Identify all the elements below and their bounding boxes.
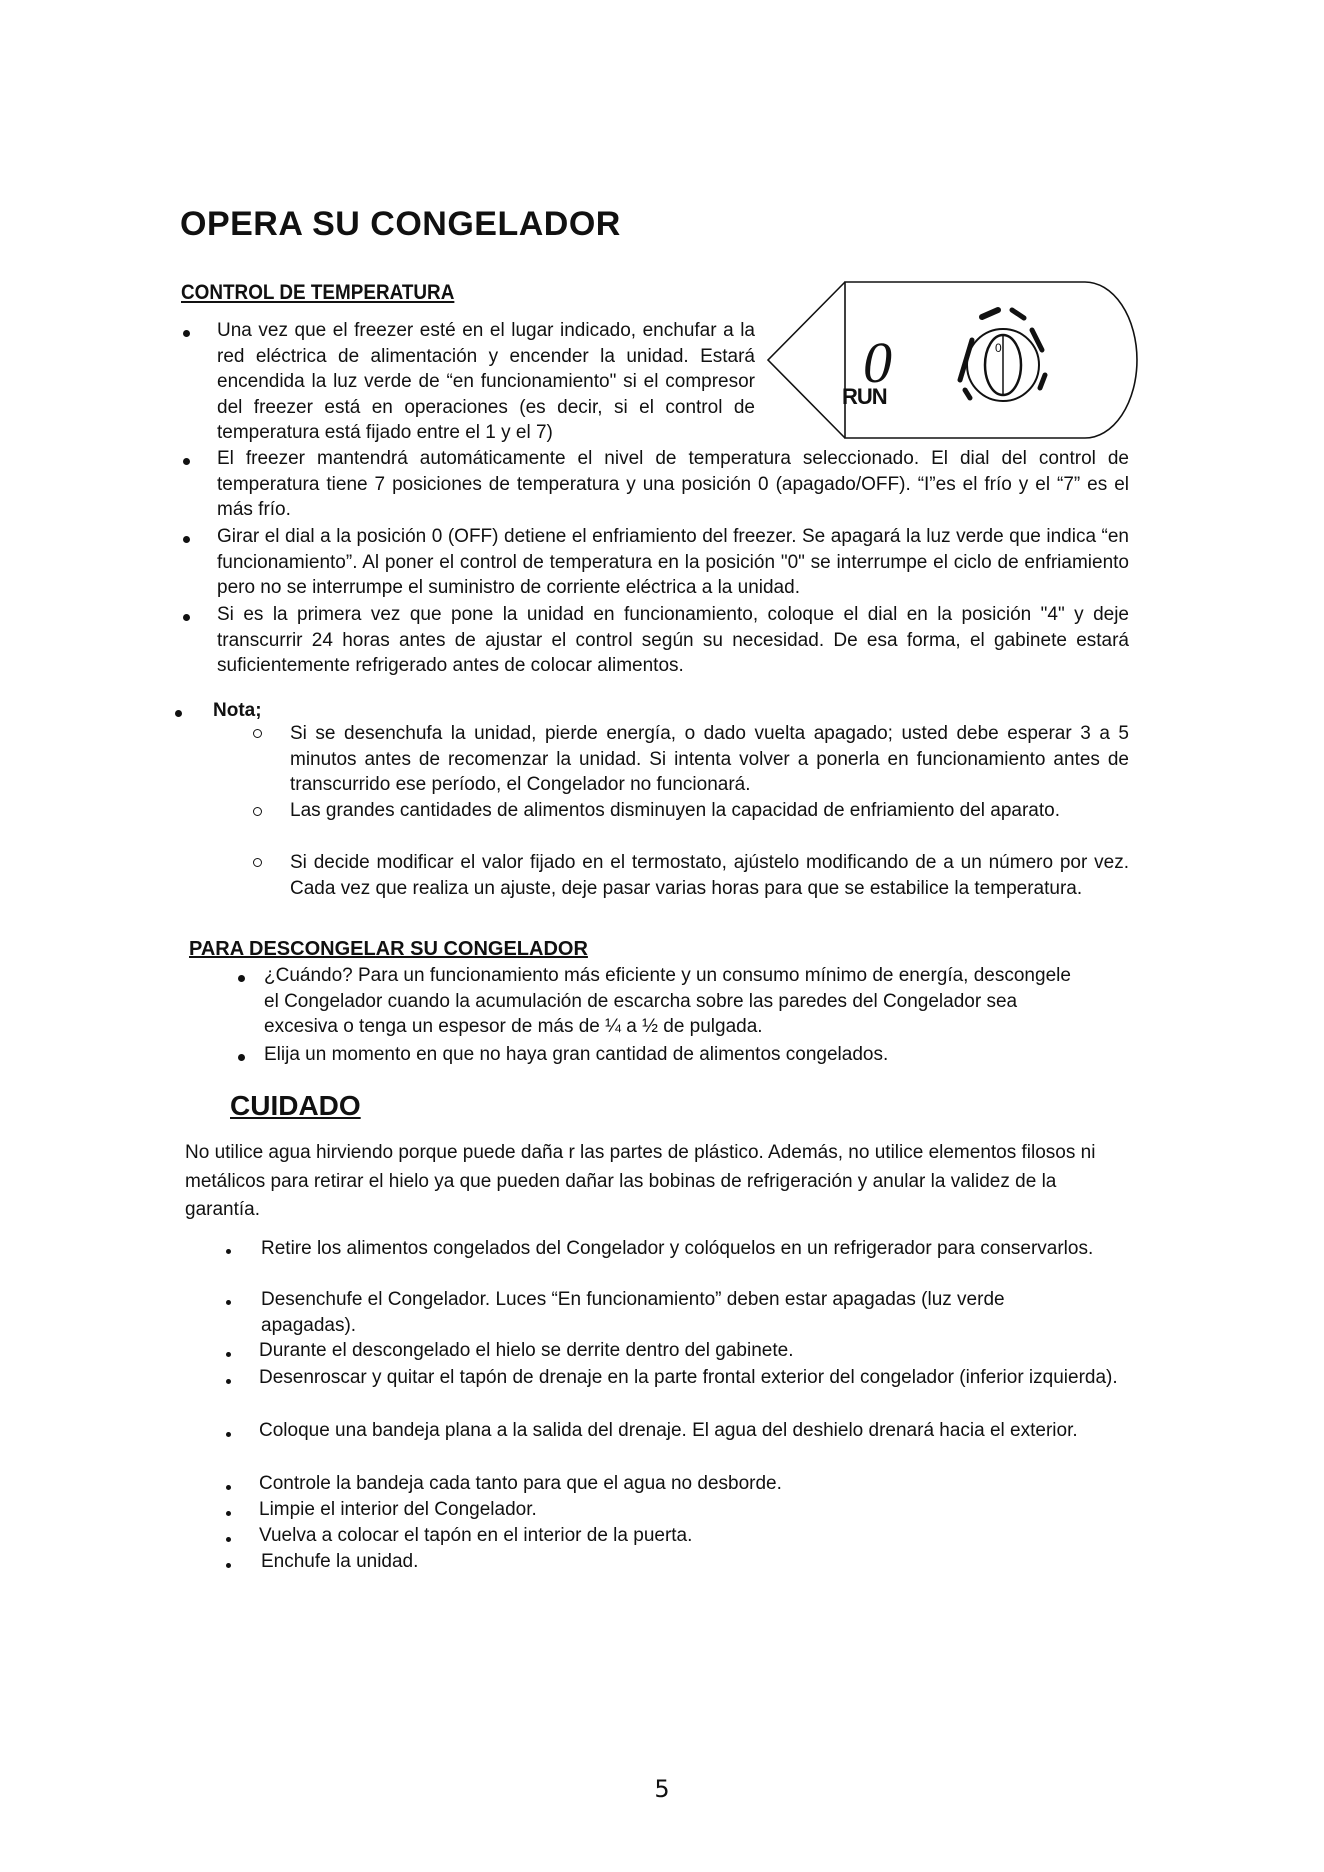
panel-point	[768, 282, 845, 438]
defrost-bullet-1: ¿Cuándo? Para un funcionamiento más eficiente y un consumo mínimo de energía, descongele el Congelador cuando la acumulación de escarcha sobre las paredes del Congelador sea excesiva o tenga un espesor de más de ¼ a ½ de pulgada.	[264, 965, 1071, 1037]
temperature-control-panel	[760, 280, 1140, 450]
bullet-icon	[226, 1352, 231, 1357]
control-bullet-1: Una vez que el freezer esté en el lugar indicado, enchufar a la red eléctrica de alimentación y encender la unidad. Estará encendida la luz verde de “en funcionamiento" si el compresor del freezer está en operaciones (es decir, si el control de temperatura está fijado entre el 1 y el 7)	[217, 320, 755, 443]
bullet-icon	[238, 1054, 245, 1061]
caution-step-7: Limpie el interior del Congelador.	[259, 1499, 537, 1520]
caution-step-2: Desenchufe el Congelador. Luces “En funcionamiento” deben estar apagadas (luz verde apagadas).	[261, 1289, 1005, 1336]
bullet-icon	[226, 1249, 231, 1254]
page-title: OPERA SU CONGELADOR	[180, 205, 621, 243]
bullet-icon	[226, 1379, 231, 1384]
caution-step-1: Retire los alimentos congelados del Congelador y colóquelos en un refrigerador para conservarlos.	[261, 1238, 1094, 1259]
control-bullet-2: El freezer mantendrá automáticamente el nivel de temperatura seleccionado. El dial del control de temperatura tiene 7 posiciones de temperatura y una posición 0 (apagado/OFF). “I”es el frío y el “7” es el más frío.	[217, 448, 1129, 520]
bullet-icon	[226, 1563, 231, 1568]
circle-bullet-icon	[253, 858, 262, 867]
caution-step-6: Controle la bandeja cada tanto para que el agua no desborde.	[259, 1473, 782, 1494]
nota-label: Nota;	[213, 700, 262, 721]
control-bullet-3: Girar el dial a la posición 0 (OFF) detiene el enfriamiento del freezer. Se apagará la luz verde que indica “en funcionamiento”. Al poner el control de temperatura en la posición "0" se interrumpe el ciclo de enfriamiento pero no se interrumpe el suministro de corriente eléctrica a la unidad.	[217, 526, 1129, 598]
caution-step-8: Vuelva a colocar el tapón en el interior de la puerta.	[259, 1525, 693, 1546]
nota-item-2: Las grandes cantidades de alimentos disminuyen la capacidad de enfriamiento del aparato.	[290, 800, 1060, 821]
bullet-icon	[183, 330, 190, 337]
run-indicator-icon: 0	[863, 330, 892, 395]
dial-icon	[960, 310, 1045, 401]
control-heading: CONTROL DE TEMPERATURA	[181, 281, 455, 304]
circle-bullet-icon	[253, 807, 262, 816]
bullet-icon	[226, 1537, 231, 1542]
caution-step-5: Coloque una bandeja plana a la salida del drenaje. El agua del deshielo drenará hacia el exterior.	[259, 1420, 1078, 1441]
caution-step-4: Desenroscar y quitar el tapón de drenaje en la parte frontal exterior del congelador (inferior izquierda).	[259, 1367, 1118, 1388]
run-label: RUN	[842, 384, 887, 409]
page-number: 5	[654, 1775, 670, 1803]
bullet-icon	[226, 1300, 231, 1305]
bullet-icon	[183, 458, 190, 465]
bullet-icon	[226, 1511, 231, 1516]
bullet-icon	[238, 975, 245, 982]
nota-item-3: Si decide modificar el valor fijado en el termostato, ajústelo modificando de a un número por vez. Cada vez que realiza un ajuste, deje pasar varias horas para que se estabilice la temperatura.	[290, 852, 1129, 899]
circle-bullet-icon	[253, 729, 262, 738]
caution-heading: CUIDADO	[230, 1090, 361, 1121]
bullet-icon	[183, 536, 190, 543]
bullet-icon	[183, 614, 190, 621]
nota-item-1: Si se desenchufa la unidad, pierde energía, o dado vuelta apagado; usted debe esperar 3 a 5 minutos antes de recomenzar la unidad. Si intenta volver a ponerla en funcionamiento antes de transcurrido ese período, el Congelador no funcionará.	[290, 723, 1129, 795]
defrost-heading: PARA DESCONGELAR SU CONGELADOR	[189, 938, 588, 960]
bullet-icon	[226, 1432, 231, 1437]
caution-step-9: Enchufe la unidad.	[261, 1551, 419, 1572]
bullet-icon	[175, 710, 182, 717]
caution-step-3: Durante el descongelado el hielo se derrite dentro del gabinete.	[259, 1340, 794, 1361]
caution-paragraph: No utilice agua hirviendo porque puede daña r las partes de plástico. Además, no utilice elementos filosos ni metálicos para retirar el hielo ya que pueden dañar las bobinas de refrigeración y anular la validez de la garantía.	[185, 1142, 1096, 1220]
bullet-icon	[226, 1485, 231, 1490]
defrost-bullet-2: Elija un momento en que no haya gran cantidad de alimentos congelados.	[264, 1044, 889, 1065]
svg-text:0: 0	[995, 341, 1002, 355]
control-bullet-4: Si es la primera vez que pone la unidad en funcionamiento, coloque el dial en la posición "4" y deje transcurrir 24 horas antes de ajustar el control según su necesidad. De esa forma, el gabinete estará suficientemente refrigerado antes de colocar alimentos.	[217, 604, 1129, 676]
